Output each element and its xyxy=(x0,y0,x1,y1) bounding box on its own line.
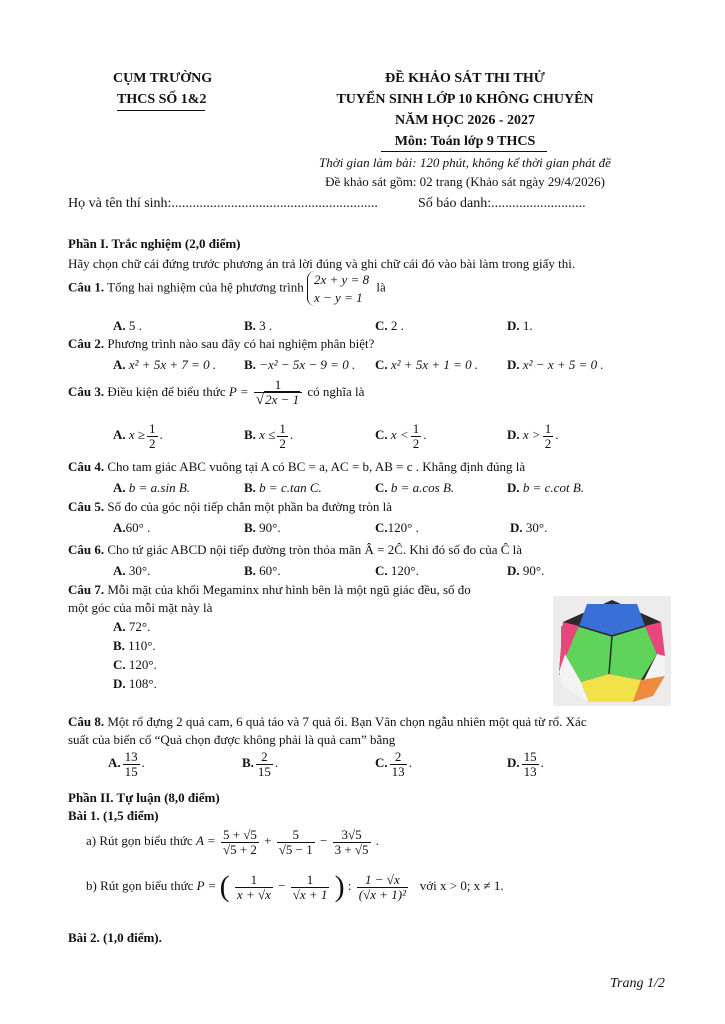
q5-option-c: C.120° . xyxy=(375,520,419,535)
q6-option-d: D. 90°. xyxy=(507,563,545,578)
question-7: Câu 7. Mỗi mặt của khối Megaminx như hình bên là một ngũ giác đều, số đo xyxy=(68,582,471,597)
subject: Môn: Toán lớp 9 THCS xyxy=(394,134,536,149)
q4-option-b: B. b = c.tan C. xyxy=(244,480,322,495)
q6-option-c: C. 120°. xyxy=(375,563,419,578)
question-3: Câu 3. Điều kiện để biểu thức P = $\frac{1}{√2x - 1}$ có nghĩa là xyxy=(68,377,365,408)
part1-title: Phần I. Trắc nghiệm (2,0 điểm) xyxy=(68,236,241,251)
exam-subtitle: TUYỂN SINH LỚP 10 KHÔNG CHUYÊN xyxy=(336,92,594,107)
part1-instruction: Hãy chọn chữ cái đứng trước phương án trả lời đúng và ghi chữ cái đó vào bài làm trong giấy thi. xyxy=(68,256,576,271)
q2-option-b: B. −x² − 5x − 9 = 0 . xyxy=(244,357,356,372)
question-7-cont: một góc của mỗi mặt này là xyxy=(68,600,213,615)
q1-eq1: 2x + y = 8 xyxy=(314,272,370,287)
q7-option-a: A. 72°. xyxy=(113,619,151,634)
q1-system xyxy=(307,271,373,306)
q4-option-c: C. b = a.cos B. xyxy=(375,480,455,495)
q3-option-d: D. x > $\frac{1}{2}$ . xyxy=(507,421,559,451)
q7-option-c: C. 120°. xyxy=(113,657,157,672)
q4-option-a: A. b = a.sin B. xyxy=(113,480,191,495)
q2-option-d: D. x² − x + 5 = 0 . xyxy=(507,357,604,372)
q5-option-b: B. 90°. xyxy=(244,520,281,535)
q6-option-b: B. 60°. xyxy=(244,563,281,578)
page-footer: Trang 1/2 xyxy=(610,976,665,991)
q1-text: Tổng hai nghiệm của hệ phương trình xyxy=(107,279,304,295)
q8-option-c: C. $\frac{2}{13}$ . xyxy=(375,749,412,779)
question-4: Câu 4. Cho tam giác ABC vuông tại A có BC = a, AC = b, AB = c . Khẳng định đúng là xyxy=(68,459,526,474)
q3-option-a: A. x ≥ $\frac{1}{2}$ . xyxy=(113,421,163,451)
candidate-name-line: Họ và tên thí sinh:........................................................... xyxy=(68,196,378,211)
question-8: Câu 8. Một rổ đựng 2 quả cam, 6 quả táo và 7 quả ổi. Bạn Vân chọn ngẫu nhiên một quả từ rổ. Xác xyxy=(68,714,587,729)
q5-option-a: A.60° . xyxy=(113,520,151,535)
megaminx-photo xyxy=(553,596,671,706)
q6-option-a: A. 30°. xyxy=(113,563,151,578)
q1-option-a: A. 5 . xyxy=(113,318,142,333)
question-1 xyxy=(68,271,386,306)
candidate-id-line: Số báo danh:........................... xyxy=(418,196,586,211)
q3-option-c: C. x < $\frac{1}{2}$ . xyxy=(375,421,427,451)
q2-option-c: C. x² + 5x + 1 = 0 . xyxy=(375,357,479,372)
question-6: Câu 6. Cho tứ giác ABCD nội tiếp đường tròn thỏa mãn Â = 2Ĉ. Khi đó số đo của Ĉ là xyxy=(68,542,523,557)
q1-option-c: C. 2 . xyxy=(375,318,404,333)
bai1-title: Bài 1. (1,5 điểm) xyxy=(68,808,159,823)
q5-option-d: D. 30°. xyxy=(510,520,548,535)
question-2: Câu 2. Phương trình nào sau đây có hai nghiệm phân biệt? xyxy=(68,336,375,351)
subject-underline xyxy=(381,151,547,152)
question-8-cont: suất của biến cố “Quả chọn được không phải là quả cam” bằng xyxy=(68,732,396,747)
megaminx-illustration xyxy=(553,596,671,706)
school-cluster: CỤM TRƯỜNG xyxy=(113,71,213,86)
q7-option-b: B. 110°. xyxy=(113,638,156,653)
q1-eq2: x − y = 1 xyxy=(314,289,363,305)
q1-label: Câu 1. xyxy=(68,279,105,295)
q8-option-a: A. $\frac{13}{15}$ . xyxy=(108,749,145,779)
bai1-a: a) Rút gọn biểu thức A = $\frac{5 + √5}{√5 + 2}$ + $\frac{5}{√5 - 1}$ − $\frac{3√5}{3 + √5}$ . xyxy=(86,827,380,857)
bai2-title: Bài 2. (1,0 điểm). xyxy=(68,930,162,945)
q2-option-a: A. x² + 5x + 7 = 0 . xyxy=(113,357,217,372)
q3-option-b: B. x ≤ $\frac{1}{2}$ . xyxy=(244,421,294,451)
school-name: THCS SỐ 1&2 xyxy=(117,92,207,107)
q8-option-d: D. $\frac{15}{13}$ . xyxy=(507,749,544,779)
q1-option-b: B. 3 . xyxy=(244,318,273,333)
q1-tail: là xyxy=(376,279,386,295)
time-info: Thời gian làm bài: 120 phút, không kể thời gian phát đề xyxy=(319,155,611,170)
q8-option-b: B. $\frac{2}{15}$ . xyxy=(242,749,279,779)
q7-option-d: D. 108°. xyxy=(113,676,157,691)
exam-title: ĐỀ KHẢO SÁT THI THỬ xyxy=(385,71,545,86)
pages-info: Đề khảo sát gồm: 02 trang (Khảo sát ngày 29/4/2026) xyxy=(325,174,605,189)
part2-title: Phần II. Tự luận (8,0 điểm) xyxy=(68,790,220,805)
q4-option-d: D. b = c.cot B. xyxy=(507,480,585,495)
question-5: Câu 5. Số đo của góc nội tiếp chắn một phần ba đường tròn là xyxy=(68,499,393,514)
q1-option-d: D. 1. xyxy=(507,318,533,333)
school-year: NĂM HỌC 2026 - 2027 xyxy=(395,113,535,128)
school-underline xyxy=(117,110,205,111)
bai1-b: b) Rút gọn biểu thức P = ( $\frac{1}{x + √x}$ − $\frac{1}{√x + 1}$ ) : $\frac{1 - √x}{\text{(√x + 1)²}}$ với x > 0; x ≠ 1. xyxy=(86,870,504,903)
